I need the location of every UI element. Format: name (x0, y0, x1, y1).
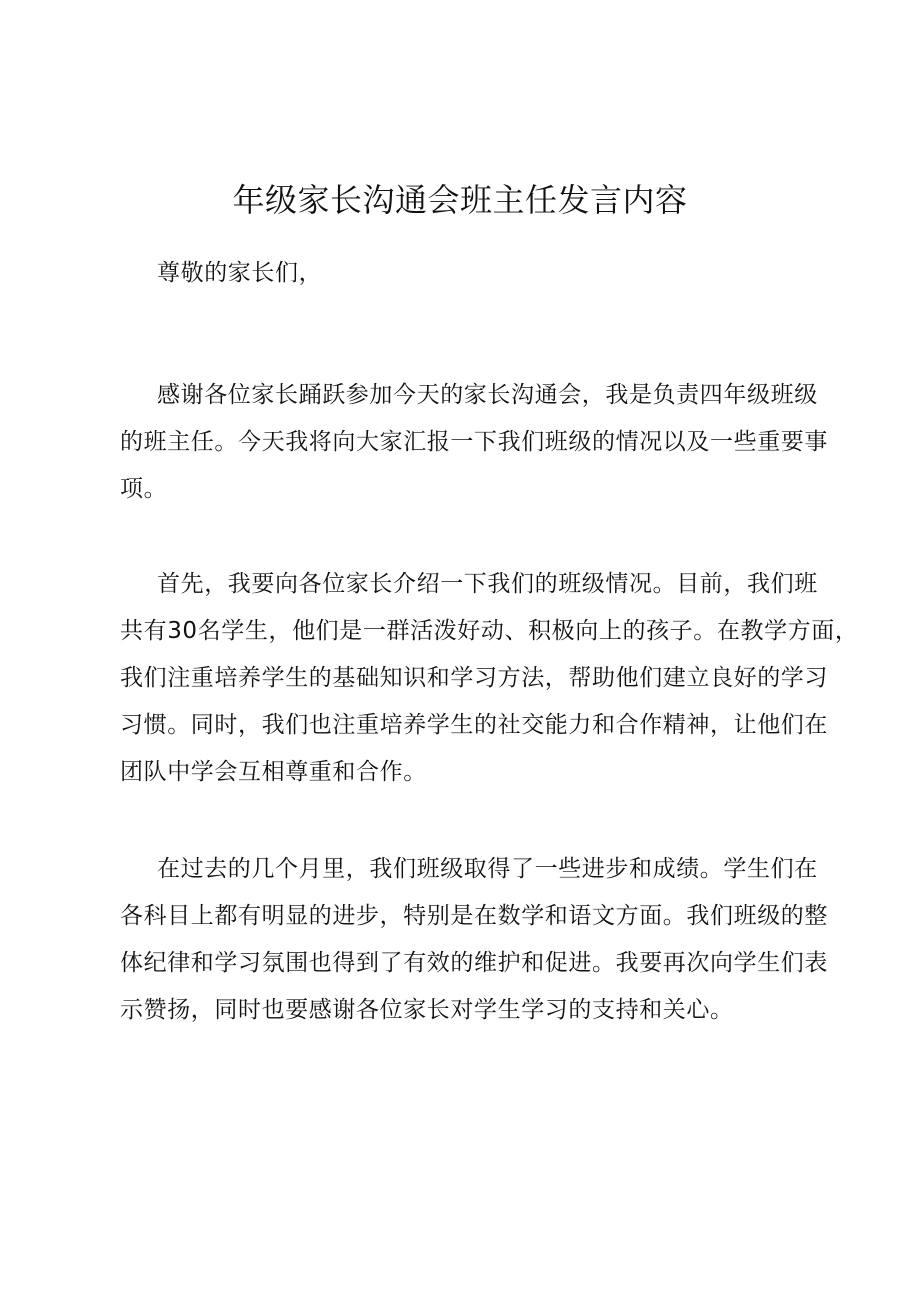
paragraph-line: 的班主任。今天我将向大家汇报一下我们班级的情况以及一些重要事 (120, 429, 828, 455)
paragraph-line: 体纪律和学习氛围也得到了有效的维护和促进。我要再次向学生们表 (120, 950, 828, 976)
greeting (120, 250, 820, 297)
paragraph-line: 团队中学会互相尊重和合作。 (120, 759, 427, 785)
paragraph-line: 我们注重培养学生的基础知识和学习方法，帮助他们建立良好的学习 (120, 665, 828, 691)
paragraph-line: 项。 (120, 476, 168, 502)
document-title: 年级家长沟通会班主任发言内容 (232, 181, 688, 219)
paragraph-line: 习惯。同时，我们也注重培养学生的社交能力和合作精神，让他们在 (120, 712, 828, 738)
paragraph-class-intro (120, 561, 859, 796)
paragraph-thanks (120, 372, 828, 513)
paragraph-line: 首先，我要向各位家长介绍一下我们的班级情况。目前，我们班 (157, 571, 818, 597)
paragraph-line: 感谢各位家长踊跃参加今天的家长沟通会，我是负责四年级班级 (157, 382, 818, 408)
paragraph-line: 在过去的几个月里，我们班级取得了一些进步和成绩。学生们在 (157, 856, 818, 882)
paragraph-progress (120, 846, 828, 1034)
paragraph-line: 示赞扬，同时也要感谢各位家长对学生学习的支持和关心。 (120, 997, 734, 1023)
paragraph-line: 各科目上都有明显的进步，特别是在数学和语文方面。我们班级的整 (120, 903, 828, 929)
greeting-text: 尊敬的家长们， (157, 260, 323, 286)
paragraph-line: 共有30名学生，他们是一群活泼好动、积极向上的孩子。在教学方面， (120, 618, 859, 644)
